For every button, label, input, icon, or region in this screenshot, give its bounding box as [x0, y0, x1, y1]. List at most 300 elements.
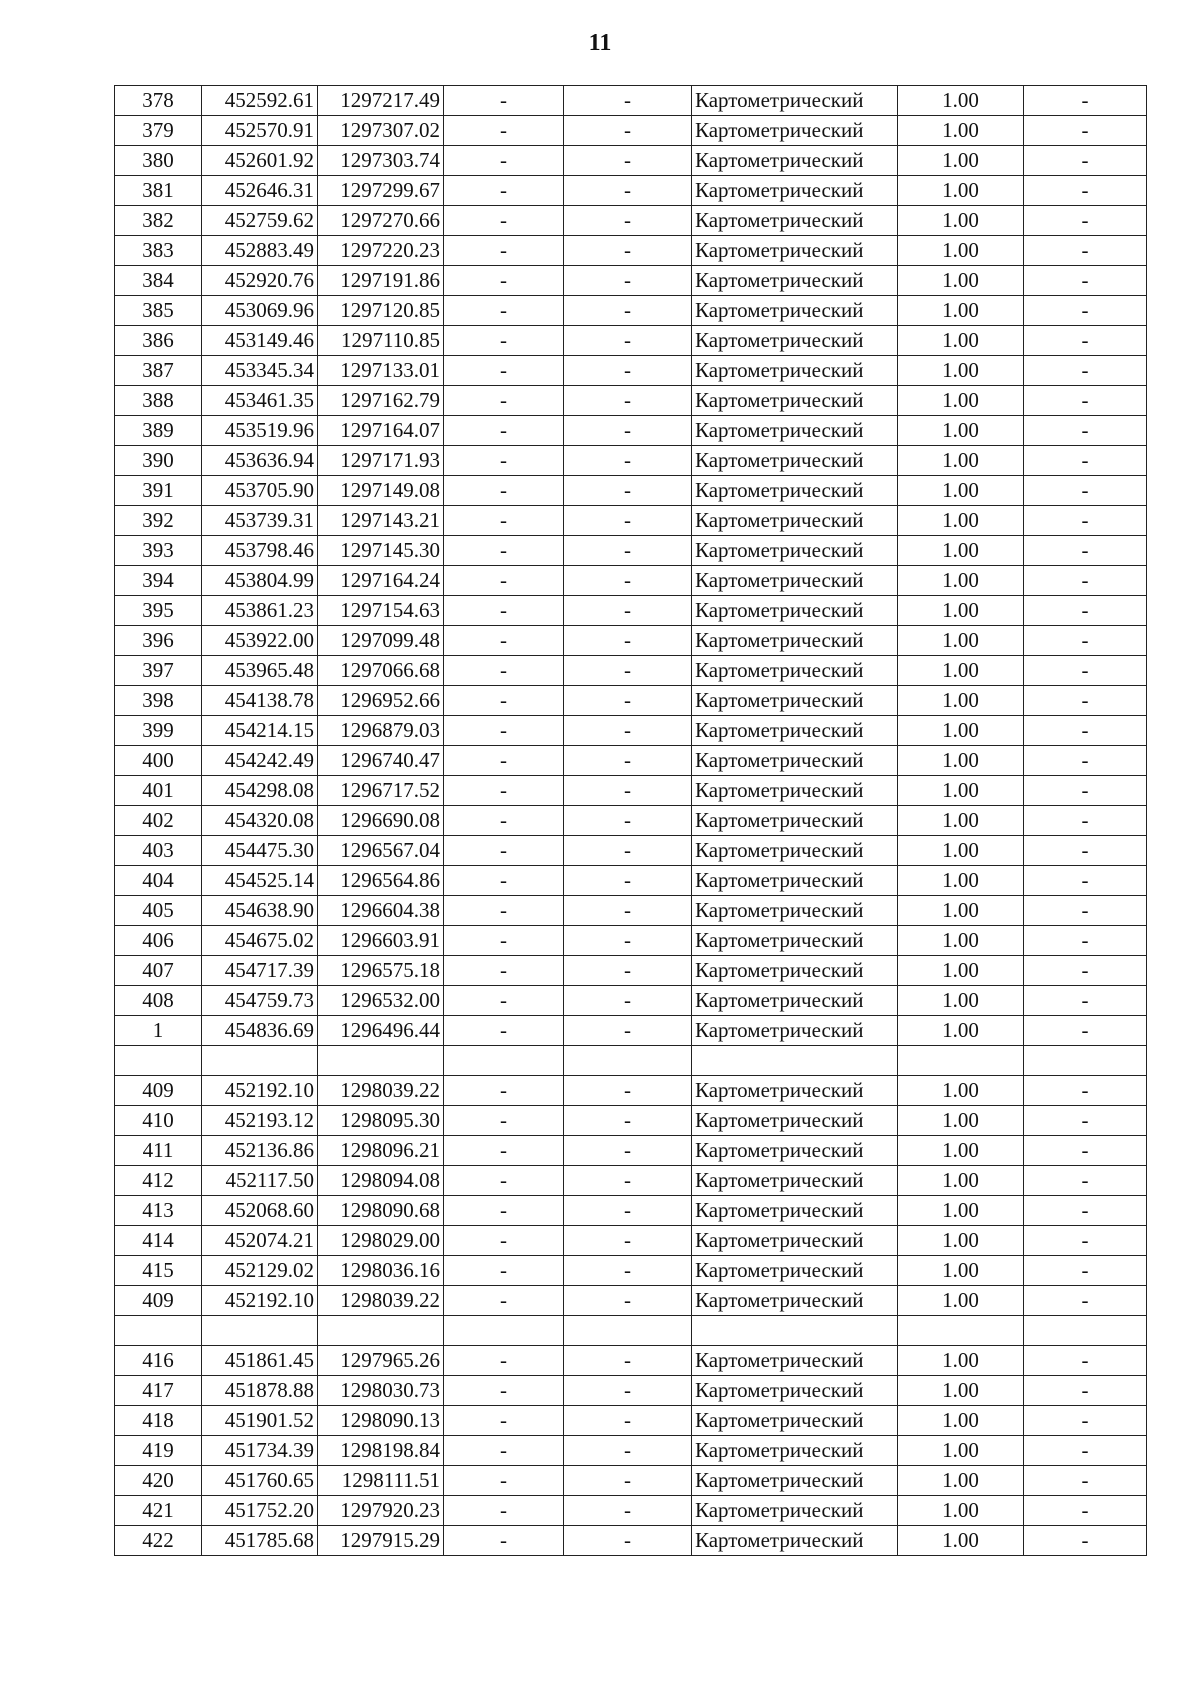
x-coordinate	[202, 1316, 318, 1346]
table-row	[115, 176, 1147, 206]
point-number: 384	[115, 266, 202, 296]
empty-value: -	[444, 776, 564, 806]
method-cell: Картометрический	[692, 356, 898, 386]
accuracy-cell: 1.00	[898, 386, 1024, 416]
x-coordinate: 452193.12	[202, 1106, 318, 1136]
table-row	[115, 1106, 1147, 1136]
empty-value: -	[564, 386, 692, 416]
accuracy-cell: 1.00	[898, 986, 1024, 1016]
empty-value: -	[564, 1526, 692, 1556]
empty-value: -	[564, 1196, 692, 1226]
table-row	[115, 716, 1147, 746]
point-number: 381	[115, 176, 202, 206]
y-coordinate: 1296740.47	[318, 746, 444, 776]
method-cell: Картометрический	[692, 86, 898, 116]
x-coordinate: 452883.49	[202, 236, 318, 266]
accuracy-cell	[898, 1316, 1024, 1346]
point-number: 404	[115, 866, 202, 896]
x-coordinate: 452646.31	[202, 176, 318, 206]
table-row	[115, 1526, 1147, 1556]
accuracy-cell: 1.00	[898, 926, 1024, 956]
method-cell: Картометрический	[692, 236, 898, 266]
empty-value: -	[444, 296, 564, 326]
x-coordinate: 454214.15	[202, 716, 318, 746]
table-row	[115, 356, 1147, 386]
table-row	[115, 1166, 1147, 1196]
empty-value: -	[444, 896, 564, 926]
description-cell: -	[1024, 1076, 1147, 1106]
point-number: 393	[115, 536, 202, 566]
empty-value: -	[564, 1016, 692, 1046]
empty-value: -	[564, 266, 692, 296]
point-number: 387	[115, 356, 202, 386]
empty-value: -	[564, 1136, 692, 1166]
point-number: 409	[115, 1286, 202, 1316]
x-coordinate: 452192.10	[202, 1076, 318, 1106]
description-cell: -	[1024, 416, 1147, 446]
description-cell: -	[1024, 596, 1147, 626]
method-cell: Картометрический	[692, 476, 898, 506]
description-cell: -	[1024, 896, 1147, 926]
x-coordinate: 454675.02	[202, 926, 318, 956]
table-row	[115, 926, 1147, 956]
point-number: 421	[115, 1496, 202, 1526]
description-cell: -	[1024, 236, 1147, 266]
point-number: 398	[115, 686, 202, 716]
point-number: 411	[115, 1136, 202, 1166]
accuracy-cell: 1.00	[898, 176, 1024, 206]
accuracy-cell: 1.00	[898, 1166, 1024, 1196]
point-number: 389	[115, 416, 202, 446]
x-coordinate: 454242.49	[202, 746, 318, 776]
table-row	[115, 416, 1147, 446]
empty-value: -	[444, 956, 564, 986]
point-number: 416	[115, 1346, 202, 1376]
accuracy-cell: 1.00	[898, 416, 1024, 446]
accuracy-cell: 1.00	[898, 836, 1024, 866]
empty-value: -	[444, 1286, 564, 1316]
y-coordinate: 1297154.63	[318, 596, 444, 626]
empty-value: -	[444, 1256, 564, 1286]
method-cell: Картометрический	[692, 416, 898, 446]
empty-value: -	[564, 896, 692, 926]
description-cell	[1024, 1046, 1147, 1076]
empty-value: -	[444, 626, 564, 656]
empty-value: -	[564, 1346, 692, 1376]
y-coordinate: 1297307.02	[318, 116, 444, 146]
empty-value: -	[444, 1106, 564, 1136]
empty-value: -	[564, 746, 692, 776]
y-coordinate: 1297171.93	[318, 446, 444, 476]
method-cell: Картометрический	[692, 1406, 898, 1436]
table-row	[115, 446, 1147, 476]
x-coordinate: 452117.50	[202, 1166, 318, 1196]
method-cell: Картометрический	[692, 836, 898, 866]
y-coordinate: 1298198.84	[318, 1436, 444, 1466]
point-number: 388	[115, 386, 202, 416]
y-coordinate: 1297299.67	[318, 176, 444, 206]
y-coordinate: 1298029.00	[318, 1226, 444, 1256]
y-coordinate: 1297965.26	[318, 1346, 444, 1376]
y-coordinate: 1296603.91	[318, 926, 444, 956]
x-coordinate: 453345.34	[202, 356, 318, 386]
empty-value: -	[564, 1496, 692, 1526]
table-row	[115, 956, 1147, 986]
table-row	[115, 1286, 1147, 1316]
y-coordinate: 1296717.52	[318, 776, 444, 806]
description-cell: -	[1024, 626, 1147, 656]
empty-value	[444, 1046, 564, 1076]
point-number: 417	[115, 1376, 202, 1406]
empty-value: -	[564, 146, 692, 176]
accuracy-cell: 1.00	[898, 266, 1024, 296]
empty-value	[444, 1316, 564, 1346]
x-coordinate: 453069.96	[202, 296, 318, 326]
empty-value: -	[564, 296, 692, 326]
empty-value: -	[564, 1106, 692, 1136]
point-number: 412	[115, 1166, 202, 1196]
accuracy-cell: 1.00	[898, 356, 1024, 386]
empty-value: -	[444, 596, 564, 626]
table-row	[115, 206, 1147, 236]
empty-value: -	[444, 356, 564, 386]
description-cell: -	[1024, 386, 1147, 416]
x-coordinate: 454475.30	[202, 836, 318, 866]
accuracy-cell: 1.00	[898, 1256, 1024, 1286]
y-coordinate: 1297162.79	[318, 386, 444, 416]
description-cell: -	[1024, 86, 1147, 116]
point-number	[115, 1046, 202, 1076]
empty-value	[564, 1316, 692, 1346]
accuracy-cell: 1.00	[898, 1136, 1024, 1166]
table-row	[115, 296, 1147, 326]
table-row	[115, 1076, 1147, 1106]
method-cell: Картометрический	[692, 626, 898, 656]
accuracy-cell: 1.00	[898, 506, 1024, 536]
empty-value: -	[564, 1076, 692, 1106]
empty-value: -	[444, 536, 564, 566]
description-cell: -	[1024, 1466, 1147, 1496]
empty-value: -	[444, 1016, 564, 1046]
description-cell: -	[1024, 806, 1147, 836]
description-cell: -	[1024, 866, 1147, 896]
accuracy-cell: 1.00	[898, 896, 1024, 926]
point-number: 405	[115, 896, 202, 926]
y-coordinate	[318, 1316, 444, 1346]
description-cell: -	[1024, 656, 1147, 686]
empty-value: -	[444, 566, 564, 596]
empty-value: -	[444, 1166, 564, 1196]
empty-value	[564, 1046, 692, 1076]
description-cell: -	[1024, 1526, 1147, 1556]
x-coordinate: 453149.46	[202, 326, 318, 356]
method-cell: Картометрический	[692, 1346, 898, 1376]
method-cell: Картометрический	[692, 1196, 898, 1226]
x-coordinate: 452136.86	[202, 1136, 318, 1166]
y-coordinate: 1296575.18	[318, 956, 444, 986]
table-row	[115, 536, 1147, 566]
empty-value: -	[444, 836, 564, 866]
accuracy-cell: 1.00	[898, 1346, 1024, 1376]
table-row	[115, 266, 1147, 296]
x-coordinate: 453636.94	[202, 446, 318, 476]
empty-value: -	[564, 236, 692, 266]
x-coordinate	[202, 1046, 318, 1076]
x-coordinate: 453519.96	[202, 416, 318, 446]
y-coordinate: 1297270.66	[318, 206, 444, 236]
method-cell: Картометрический	[692, 206, 898, 236]
accuracy-cell: 1.00	[898, 206, 1024, 236]
y-coordinate: 1296879.03	[318, 716, 444, 746]
empty-value: -	[444, 416, 564, 446]
empty-value: -	[564, 806, 692, 836]
empty-value: -	[564, 626, 692, 656]
accuracy-cell: 1.00	[898, 1496, 1024, 1526]
empty-value: -	[564, 716, 692, 746]
y-coordinate: 1298039.22	[318, 1286, 444, 1316]
point-number: 399	[115, 716, 202, 746]
empty-value: -	[444, 1466, 564, 1496]
empty-value: -	[564, 1286, 692, 1316]
description-cell: -	[1024, 836, 1147, 866]
description-cell: -	[1024, 956, 1147, 986]
accuracy-cell: 1.00	[898, 476, 1024, 506]
x-coordinate: 454320.08	[202, 806, 318, 836]
description-cell: -	[1024, 566, 1147, 596]
x-coordinate: 451878.88	[202, 1376, 318, 1406]
point-number	[115, 1316, 202, 1346]
point-number: 410	[115, 1106, 202, 1136]
method-cell: Картометрический	[692, 1166, 898, 1196]
empty-value: -	[444, 1136, 564, 1166]
empty-value: -	[564, 1166, 692, 1196]
table-row	[115, 806, 1147, 836]
table-row	[115, 1226, 1147, 1256]
table-row	[115, 1406, 1147, 1436]
y-coordinate: 1298096.21	[318, 1136, 444, 1166]
description-cell: -	[1024, 1496, 1147, 1526]
x-coordinate: 453798.46	[202, 536, 318, 566]
accuracy-cell: 1.00	[898, 686, 1024, 716]
table-row	[115, 116, 1147, 146]
description-cell: -	[1024, 746, 1147, 776]
empty-value: -	[564, 866, 692, 896]
description-cell: -	[1024, 776, 1147, 806]
x-coordinate: 453739.31	[202, 506, 318, 536]
method-cell: Картометрический	[692, 386, 898, 416]
empty-value: -	[444, 1226, 564, 1256]
empty-value: -	[564, 836, 692, 866]
accuracy-cell: 1.00	[898, 806, 1024, 836]
x-coordinate: 451734.39	[202, 1436, 318, 1466]
table-row	[115, 146, 1147, 176]
table-row	[115, 1136, 1147, 1166]
description-cell: -	[1024, 446, 1147, 476]
description-cell: -	[1024, 266, 1147, 296]
empty-value: -	[564, 566, 692, 596]
empty-value: -	[444, 986, 564, 1016]
x-coordinate: 453804.99	[202, 566, 318, 596]
empty-value: -	[564, 956, 692, 986]
empty-value: -	[444, 1346, 564, 1376]
empty-value: -	[564, 1376, 692, 1406]
x-coordinate: 452920.76	[202, 266, 318, 296]
y-coordinate: 1298094.08	[318, 1166, 444, 1196]
empty-value: -	[444, 506, 564, 536]
method-cell: Картометрический	[692, 656, 898, 686]
table-row	[115, 236, 1147, 266]
empty-value: -	[444, 1406, 564, 1436]
accuracy-cell: 1.00	[898, 596, 1024, 626]
point-number: 422	[115, 1526, 202, 1556]
description-cell: -	[1024, 716, 1147, 746]
y-coordinate: 1297915.29	[318, 1526, 444, 1556]
y-coordinate: 1297143.21	[318, 506, 444, 536]
accuracy-cell	[898, 1046, 1024, 1076]
table-row	[115, 1466, 1147, 1496]
y-coordinate	[318, 1046, 444, 1076]
empty-value: -	[564, 86, 692, 116]
accuracy-cell: 1.00	[898, 536, 1024, 566]
y-coordinate: 1298111.51	[318, 1466, 444, 1496]
y-coordinate: 1297145.30	[318, 536, 444, 566]
y-coordinate: 1296496.44	[318, 1016, 444, 1046]
description-cell: -	[1024, 116, 1147, 146]
empty-value: -	[564, 926, 692, 956]
x-coordinate: 454525.14	[202, 866, 318, 896]
empty-value: -	[564, 506, 692, 536]
y-coordinate: 1298039.22	[318, 1076, 444, 1106]
accuracy-cell: 1.00	[898, 776, 1024, 806]
accuracy-cell: 1.00	[898, 866, 1024, 896]
accuracy-cell: 1.00	[898, 236, 1024, 266]
point-number: 394	[115, 566, 202, 596]
accuracy-cell: 1.00	[898, 1076, 1024, 1106]
y-coordinate: 1297164.24	[318, 566, 444, 596]
description-cell: -	[1024, 1406, 1147, 1436]
description-cell: -	[1024, 1016, 1147, 1046]
y-coordinate: 1296567.04	[318, 836, 444, 866]
y-coordinate: 1296532.00	[318, 986, 444, 1016]
empty-value: -	[564, 536, 692, 566]
description-cell: -	[1024, 356, 1147, 386]
accuracy-cell: 1.00	[898, 716, 1024, 746]
y-coordinate: 1297110.85	[318, 326, 444, 356]
y-coordinate: 1298090.68	[318, 1196, 444, 1226]
y-coordinate: 1298090.13	[318, 1406, 444, 1436]
description-cell: -	[1024, 476, 1147, 506]
point-number: 418	[115, 1406, 202, 1436]
method-cell: Картометрический	[692, 866, 898, 896]
table-row	[115, 746, 1147, 776]
method-cell: Картометрический	[692, 266, 898, 296]
x-coordinate: 453461.35	[202, 386, 318, 416]
description-cell: -	[1024, 1166, 1147, 1196]
empty-value: -	[564, 116, 692, 146]
method-cell: Картометрический	[692, 956, 898, 986]
table-row	[115, 596, 1147, 626]
description-cell: -	[1024, 1286, 1147, 1316]
point-number: 380	[115, 146, 202, 176]
table-row	[115, 896, 1147, 926]
x-coordinate: 452192.10	[202, 1286, 318, 1316]
y-coordinate: 1297120.85	[318, 296, 444, 326]
empty-value: -	[444, 746, 564, 776]
table-row	[115, 506, 1147, 536]
description-cell: -	[1024, 206, 1147, 236]
table-row	[115, 386, 1147, 416]
description-cell: -	[1024, 926, 1147, 956]
empty-value: -	[564, 986, 692, 1016]
table-row	[115, 476, 1147, 506]
description-cell: -	[1024, 1106, 1147, 1136]
empty-value: -	[444, 1496, 564, 1526]
table-row	[115, 1436, 1147, 1466]
empty-value: -	[564, 596, 692, 626]
empty-value: -	[564, 1256, 692, 1286]
description-cell: -	[1024, 536, 1147, 566]
empty-value: -	[564, 326, 692, 356]
point-number: 391	[115, 476, 202, 506]
separator-row	[115, 1316, 1147, 1346]
empty-value: -	[444, 806, 564, 836]
point-number: 396	[115, 626, 202, 656]
table-row	[115, 1016, 1147, 1046]
separator-row	[115, 1046, 1147, 1076]
empty-value: -	[444, 326, 564, 356]
empty-value: -	[444, 476, 564, 506]
page-number: 11	[588, 30, 612, 56]
x-coordinate: 451901.52	[202, 1406, 318, 1436]
description-cell: -	[1024, 686, 1147, 716]
x-coordinate: 453922.00	[202, 626, 318, 656]
accuracy-cell: 1.00	[898, 956, 1024, 986]
table-row	[115, 566, 1147, 596]
accuracy-cell: 1.00	[898, 1376, 1024, 1406]
method-cell: Картометрический	[692, 1466, 898, 1496]
x-coordinate: 452759.62	[202, 206, 318, 236]
method-cell: Картометрический	[692, 1076, 898, 1106]
table-row	[115, 326, 1147, 356]
description-cell: -	[1024, 296, 1147, 326]
empty-value: -	[564, 656, 692, 686]
method-cell: Картометрический	[692, 1106, 898, 1136]
x-coordinate: 454638.90	[202, 896, 318, 926]
method-cell: Картометрический	[692, 776, 898, 806]
accuracy-cell: 1.00	[898, 1466, 1024, 1496]
x-coordinate: 451785.68	[202, 1526, 318, 1556]
x-coordinate: 452570.91	[202, 116, 318, 146]
empty-value: -	[444, 386, 564, 416]
y-coordinate: 1298036.16	[318, 1256, 444, 1286]
description-cell: -	[1024, 146, 1147, 176]
description-cell: -	[1024, 176, 1147, 206]
coordinates-table	[114, 85, 1147, 1556]
method-cell: Картометрический	[692, 446, 898, 476]
method-cell: Картометрический	[692, 1496, 898, 1526]
method-cell: Картометрический	[692, 296, 898, 326]
table-row	[115, 626, 1147, 656]
point-number: 385	[115, 296, 202, 326]
accuracy-cell: 1.00	[898, 446, 1024, 476]
empty-value: -	[564, 776, 692, 806]
method-cell: Картометрический	[692, 806, 898, 836]
x-coordinate: 454138.78	[202, 686, 318, 716]
table-row	[115, 776, 1147, 806]
table-row	[115, 1496, 1147, 1526]
description-cell: -	[1024, 986, 1147, 1016]
empty-value: -	[444, 146, 564, 176]
